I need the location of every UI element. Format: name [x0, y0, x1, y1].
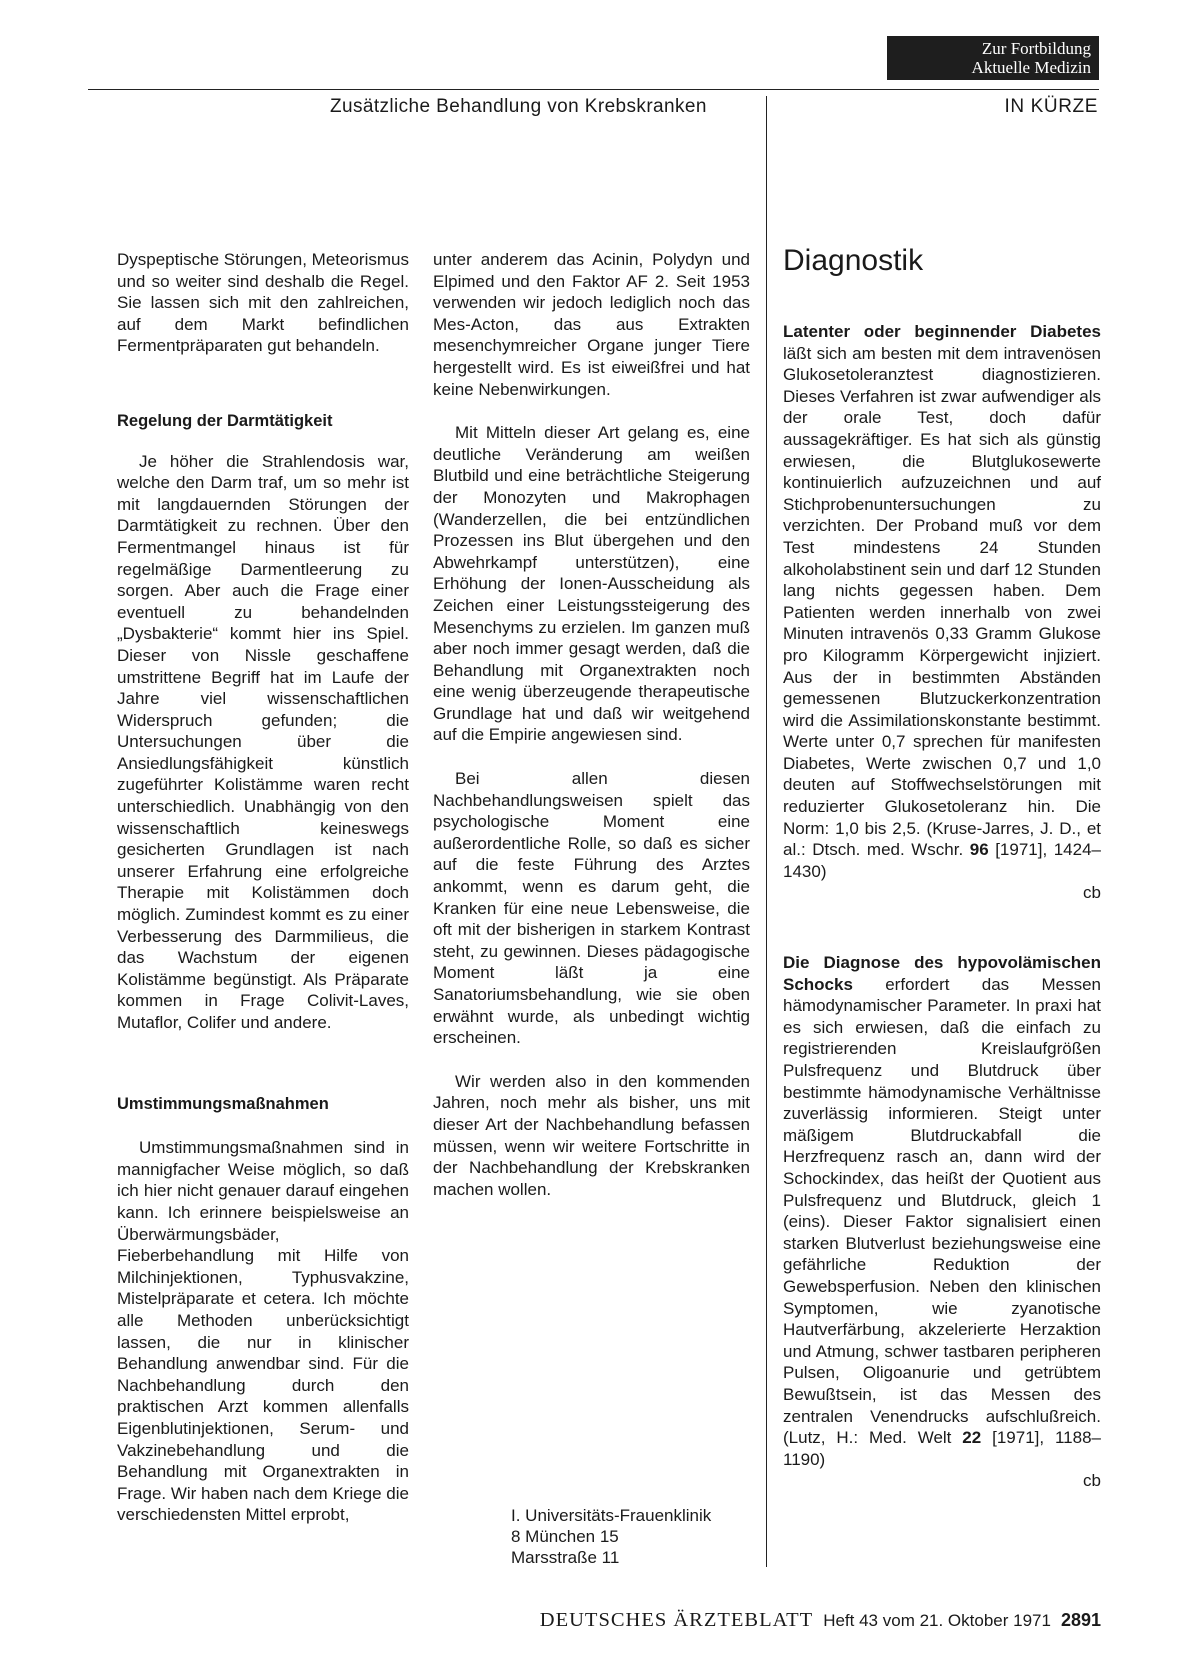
paragraph: Wir werden also in den kommenden Jahren, noch mehr als bisher, uns mit dieser Art der Nachbehandlung befassen müssen, wenn wir weitere Fortschritte in der Nachbehandlung der Krebskranken machen wollen.: [433, 1071, 750, 1199]
author-address: [511, 1505, 711, 1568]
address-line-1: I. Universitäts-Frauenklinik: [511, 1506, 712, 1525]
news-item-body: läßt sich am besten mit dem intravenösen Glukosetoleranztest diagnostizieren. Dieses Verfahren ist zwar aufwendiger als der orale Test, doch dafür aussagekräftiger. Es hat sich als günstig erwiesen, die Blutglukosewerte kontinuierlich aufzuzeichnen und auf Stichprobenuntersuchungen zu verzichten. Der Proband muß vor dem Test mindestens 24 Stunden alkoholabstinent sein und darf 12 Stunden lang nichts gegessen haben. Dem Patienten werden innerhalb von zwei Minuten intravenös 0,33 Gramm Glukose pro Kilogramm Körpergewicht injiziert. Aus der in bestimmten Abständen gemessenen Blutzuckerkonzentration wird die Assimilationskonstante bestimmt. Werte unter 0,7 sprechen für manifesten Diabetes, Werte zwischen 0,7 und 1,0 deuten auf Stoffwechselstörungen mit reduzierter Glukosetoleranz hin. Die Norm: 1,0 bis 2,5. (Kruse-Jarres, J. D., et al.: Dtsch. med. Wschr.: [783, 343, 1101, 860]
section-title: Diagnostik: [783, 244, 924, 277]
address-line-3: Marsstraße 11: [511, 1548, 620, 1567]
address-line-2: 8 München 15: [511, 1527, 619, 1546]
article-column-1: [117, 249, 409, 1526]
header-rule: [88, 89, 1099, 90]
reference-end: [1971], 1424–1430): [783, 840, 1101, 881]
badge-line-2: Aktuelle Medizin: [971, 58, 1091, 77]
paragraph: Bei allen diesen Nachbehandlungsweisen spielt das psychologische Moment eine außerordentliche Rolle, so daß es sicher auf die feste Führung des Arztes ankommt, wenn es darum geht, die Kranken für eine neue Lebensweise, die oft mit der bisherigen in starkem Kontrast steht, zu gewinnen. Dieses pädagogische Moment läßt ja eine Sanatoriumsbehandlung, wie sie oben erwähnt wurde, als unbedingt wichtig erscheinen.: [433, 769, 750, 1048]
column-divider: [766, 96, 767, 1567]
volume-number: 22: [962, 1428, 982, 1448]
news-item-lead: Die Diagnose des hypovolämischen Schocks: [783, 953, 1101, 994]
page-number: 2891: [1060, 1610, 1101, 1630]
paragraph: unter anderem das Acinin, Polydyn und Elpimed und den Faktor AF 2. Seit 1953 verwenden wir jedoch lediglich noch das Mes-Acton, das aus Extrakten mesenchymreicher Organe junger Tiere hergestellt wird. Es ist eiweißfrei und hat keine Nebenwirkungen.: [433, 250, 750, 399]
volume-number: 96: [969, 840, 989, 860]
article-column-2: [433, 249, 750, 1200]
author-initials: cb: [1083, 1471, 1101, 1491]
journal-name: DEUTSCHES ÄRZTEBLATT: [539, 1609, 814, 1631]
issue-info: Heft 43 vom 21. Oktober 1971: [823, 1611, 1051, 1630]
section-label: IN KÜRZE: [1004, 96, 1098, 117]
page-footer: [540, 1609, 1101, 1632]
paragraph: Dyspeptische Störungen, Meteorismus und so weiter sind deshalb die Regel. Sie lassen sich mit den zahlreichen, auf dem Markt befindlichen Fermentpräparaten gut behandeln.: [117, 250, 409, 356]
news-item-body: erfordert das Messen hämodynamischer Parameter. In praxi hat es sich erwiesen, daß die einfach zu registrierenden Kreislaufgrößen Pulsfrequenz und Blutdruck über bestimmte hämodynamische Verhältnisse zuverlässig informieren. Steigt unter mäßigem Blutdruckabfall die Herzfrequenz rasch an, dann wird der Schockindex, das heißt der Quotient aus Pulsfrequenz und Blutdruck, gleich 1 (eins). Dieser Faktor signalisiert einen starken Blutverlust beziehungsweise eine gefährliche Reduktion der Gewebsperfusion. Neben den klinischen Symptomen, wie zyanotische Hautverfärbung, akzelerierte Herzaktion und Atmung, schwer tastbaren peripheren Pulsen, Oligoanurie und getrübtem Bewußtsein, ist das Messen des zentralen Venendrucks aufschlußreich. (Lutz, H.: Med. Welt: [783, 974, 1101, 1448]
section-badge: [887, 36, 1099, 80]
subheading-darmtaetigkeit: Regelung der Darmtätigkeit: [117, 411, 333, 430]
paragraph: Je höher die Strahlendosis war, welche den Darm traf, um so mehr ist mit langdauernden Störungen der Darmtätigkeit zu rechnen. Über den Fermentmangel hinaus ist für regelmäßige Darmentleerung zu sorgen. Aber auch die Frage einer eventuell zu behandelnden „Dysbakterie“ kommt hier ins Spiel. Dieser von Nissle geschaffene umstrittene Begriff hat im Laufe der Jahre viel wissenschaftlichen Widerspruch gefunden; die Untersuchungen über die Ansiedlungsfähigkeit künstlich zugeführter Kolistämme waren recht unterschiedlich. Unabhängig von den wissenschaftlich keineswegs gesicherten Grundlagen ist nach unserer Erfahrung eine erfolgreiche Therapie mit Kolistämmen doch möglich. Zumindest kommt es zu einer Verbesserung des Darmmilieus, die das Wachstum der eigenen Kolistämme begünstigt. Als Präparate kommen in Frage Colivit-Laves, Mutaflor, Colifer und andere.: [117, 451, 409, 1032]
paragraph: Umstimmungsmaßnahmen sind in mannigfacher Weise möglich, so daß ich hier nicht genauer darauf eingehen kann. Ich erinnere beispielsweise an Überwärmungsbäder, Fieberbehandlung mit Hilfe von Milchinjektionen, Typhusvakzine, Mistelpräparate et cetera. Ich möchte alle Methoden unberücksichtigt lassen, die nur in klinischer Behandlung anwendbar sind. Für die Nachbehandlung durch den praktischen Arzt kommen allenfalls Eigenblutinjektionen, Serum- und Vakzinebehandlung und die Behandlung mit Organextrakten in Frage. Wir haben nach dem Kriege die verschiedensten Mittel erprobt,: [117, 1138, 409, 1525]
news-item-lead: Latenter oder beginnender Diabetes: [783, 322, 1101, 341]
paragraph: Mit Mitteln dieser Art gelang es, eine deutliche Veränderung am weißen Blutbild und eine beträchtliche Steigerung der Monozyten und Makrophagen (Wanderzellen, die bei entzündlichen Prozessen ins Blut übergehen und den Abwehrkampf unterstützen), eine Erhöhung der Ionen-Ausscheidung als Zeichen einer Leistungssteigerung des Mesenchyms zu erzielen. Im ganzen muß aber noch immer gesagt werden, daß die Behandlung mit Organextrakten noch eine wenig überzeugende therapeutische Grundlage hat und daß wir weitgehend auf die Empirie angewiesen sind.: [433, 423, 750, 745]
badge-line-1: Zur Fortbildung: [981, 39, 1091, 58]
signature-line: [783, 882, 1101, 904]
running-head: Zusätzliche Behandlung von Krebskranken: [330, 96, 707, 117]
news-item-diabetes: [783, 321, 1101, 882]
reference-end: [1971], 1188–1190): [783, 1428, 1101, 1469]
author-initials: cb: [1083, 883, 1101, 903]
signature-line: [783, 1470, 1101, 1492]
subheading-umstimmung: Umstimmungsmaßnahmen: [117, 1094, 329, 1113]
news-item-schock: [783, 952, 1101, 1470]
news-column: [783, 243, 1101, 1492]
